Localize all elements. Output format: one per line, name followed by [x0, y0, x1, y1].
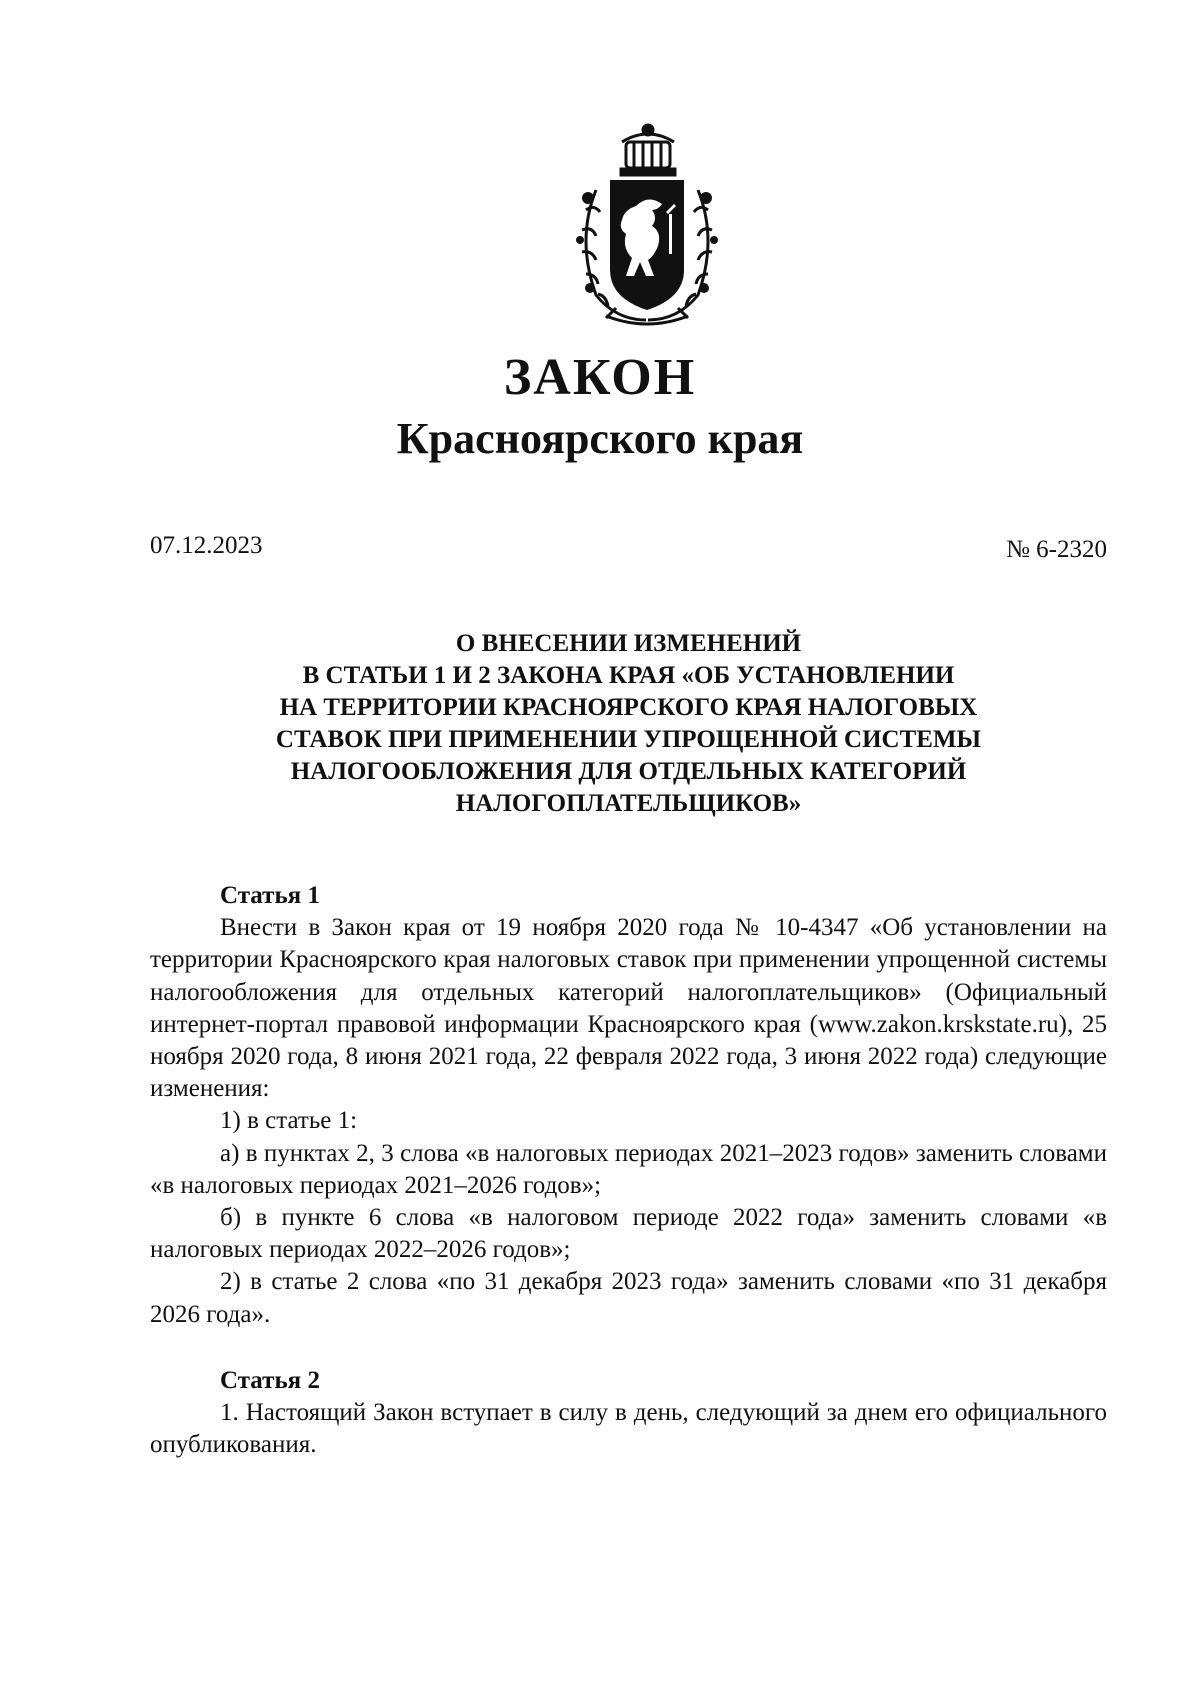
- article-1: [150, 880, 1107, 1331]
- document-date: 07.12.2023: [150, 532, 263, 559]
- document-title: ЗАКОН: [503, 349, 697, 406]
- law-heading-line: НАЛОГООБЛОЖЕНИЯ ДЛЯ ОТДЕЛЬНЫХ КАТЕГОРИЙ: [290, 758, 967, 785]
- law-heading-line: НАЛОГОПЛАТЕЛЬЩИКОВ»: [455, 790, 802, 817]
- document-number: № 6-2320: [1006, 536, 1107, 563]
- law-heading-line: В СТАТЬИ 1 И 2 ЗАКОНА КРАЯ «ОБ УСТАНОВЛЕНИИ: [302, 662, 955, 689]
- law-heading-line: СТАВОК ПРИ ПРИМЕНЕНИИ УПРОЩЕННОЙ СИСТЕМЫ: [275, 726, 982, 753]
- law-heading-line: НА ТЕРРИТОРИИ КРАСНОЯРСКОГО КРАЯ НАЛОГОВЫХ: [279, 694, 978, 721]
- article-2: [150, 1365, 1107, 1462]
- article-paragraph: 1. Настоящий Закон вступает в силу в день, следующий за днем его официального опубликования.: [150, 1399, 1107, 1459]
- law-heading-line: О ВНЕСЕНИИ ИЗМЕНЕНИЙ: [455, 630, 802, 657]
- article-paragraph: б) в пункте 6 слова «в налоговом периоде 2022 года» заменить словами «в налоговых периодах 2022–2026 годов»;: [150, 1204, 1107, 1264]
- article-title: Статья 1: [220, 882, 320, 909]
- coat-of-arms-icon: [566, 120, 728, 330]
- article-paragraph: 2) в статье 2 слова «по 31 декабря 2023 года» заменить словами «по 31 декабря 2026 года».: [150, 1268, 1107, 1328]
- article-paragraph: Внести в Закон края от 19 ноября 2020 года № 10-4347 «Об установлении на территории Красноярского края налоговых ставок при применении упрощенной системы налогообложения для отдельных категорий налогоплательщиков» (Официальный интернет-портал правовой информации Красноярского края (www.zakon.krskstate.ru), 25 ноября 2020 года, 8 июня 2021 года, 22 февраля 2022 года, 3 июня 2022 года) следующие изменения:: [150, 914, 1107, 1103]
- law-heading: [150, 628, 1107, 820]
- article-paragraph: а) в пунктах 2, 3 слова «в налоговых периодах 2021–2023 годов» заменить словами «в налоговых периодах 2021–2026 годов»;: [150, 1139, 1107, 1199]
- article-paragraph: 1) в статье 1:: [220, 1107, 358, 1135]
- article-title: Статья 2: [220, 1367, 320, 1394]
- document-subtitle: Красноярского края: [396, 414, 804, 463]
